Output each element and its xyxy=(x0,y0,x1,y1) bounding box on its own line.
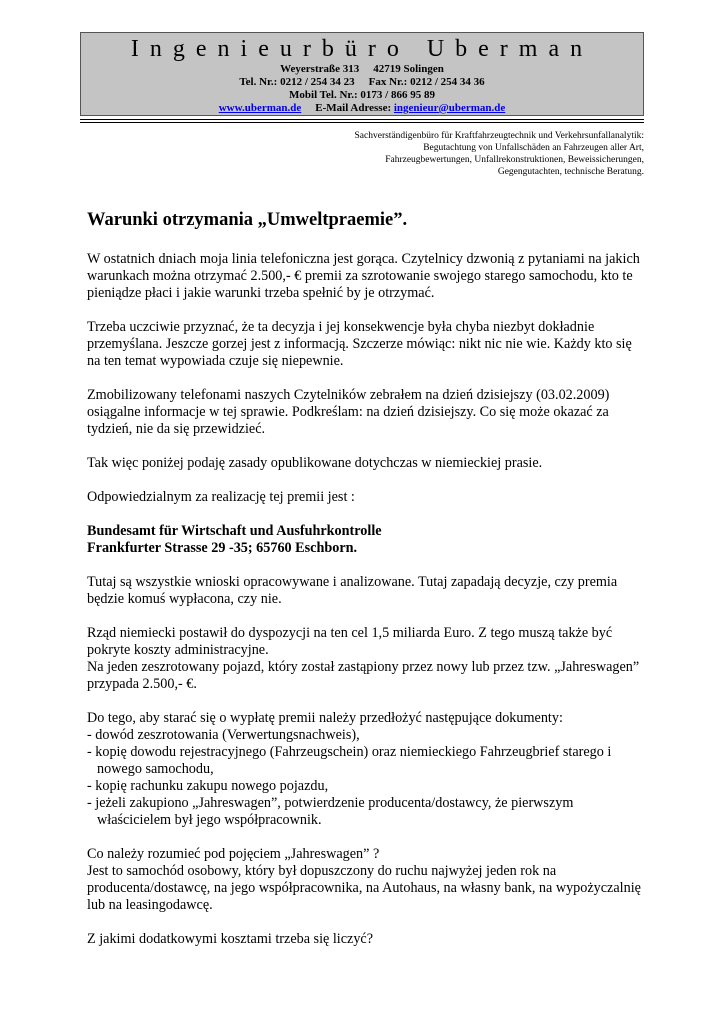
paragraph: Trzeba uczciwie przyznać, że ta decyzja i jej konsekwencje była chyba niezbyt dokładnie przemyślana. Jeszcze gorzej jest z informacją. Szczerze mówiąc: nikt nic nie wie. Każdy kto się na ten temat wypowiada czuje się niepewnie. xyxy=(87,319,632,369)
website-link[interactable]: www.uberman.de xyxy=(218,102,302,114)
tagline-line: Begutachtung von Unfallschäden an Fahrzeugen aller Art, xyxy=(423,143,644,153)
list-item: - jeżeli zakupiono „Jahreswagen”, potwierdzenie producenta/dostawcy, że pierwszym właścicielem był jego współpracownik. xyxy=(87,795,574,828)
paragraph-block xyxy=(87,625,647,693)
article-body xyxy=(87,209,647,965)
email-link[interactable]: ingenieur@uberman.de xyxy=(393,102,506,114)
documents-intro: Do tego, aby starać się o wypłatę premii należy przedłożyć następujące dokumenty: xyxy=(87,710,563,726)
list-item: - dowód zeszrotowania (Verwertungsnachweis), xyxy=(87,727,360,743)
tagline-line: Gegengutachten, technische Beratung. xyxy=(497,167,644,177)
paragraph: Tutaj są wszystkie wnioski opracowywane i analizowane. Tutaj zapadają decyzje, czy premia będzie komuś wypłacona, czy nie. xyxy=(87,574,618,607)
street: Weyerstraße 313 xyxy=(280,63,360,75)
article-title: Warunki otrzymania „Umweltpraemie”. xyxy=(87,210,408,230)
agency-address: Frankfurter Strasse 29 -35; 65760 Eschborn. xyxy=(87,540,358,556)
question-block xyxy=(87,846,647,914)
email-label: E-Mail Adresse: xyxy=(315,102,392,114)
list-item: - kopię dowodu rejestracyjnego (Fahrzeugschein) oraz niemieckiego Fahrzeugbrief starego i nowego samochodu, xyxy=(87,744,612,777)
city: 42719 Solingen xyxy=(373,63,444,75)
fax-number: Fax Nr.: 0212 / 254 34 36 xyxy=(368,76,485,88)
tagline-line: Sachverständigenbüro für Kraftfahrzeugtechnik und Verkehrsunfallanalytik: xyxy=(354,131,644,141)
question: Co należy rozumieć pod pojęciem „Jahreswagen” ? xyxy=(87,846,380,862)
address-line xyxy=(81,63,643,76)
documents-list xyxy=(87,710,647,829)
tagline xyxy=(244,130,644,178)
letterhead xyxy=(80,32,644,116)
tagline-line: Fahrzeugbewertungen, Unfallrekonstruktionen, Beweissicherungen, xyxy=(385,155,644,165)
paragraph: Na jeden zeszrotowany pojazd, który został zastąpiony przez nowy lub przez tzw. „Jahreswagen” przypada 2.500,- €. xyxy=(87,659,640,692)
list-item: - kopię rachunku zakupu nowego pojazdu, xyxy=(87,778,329,794)
answer: Jest to samochód osobowy, który był dopuszczony do ruchu najwyżej jeden rok na producenta/dostawcę, na jego współpracownika, na Autohaus, na własny bank, na wypożyczalnię lub na leasingodawcę. xyxy=(87,863,641,913)
contact-line xyxy=(81,102,643,115)
header-divider xyxy=(80,119,644,120)
paragraph: Zmobilizowany telefonami naszych Czytelników zebrałem na dzień dzisiejszy (03.02.2009) osiągalne informacje w tej sprawie. Podkreślam: na dzień dzisiejszy. Co się może okazać za tydzień, nie da się przewidzieć. xyxy=(87,387,610,437)
tel-number: Tel. Nr.: 0212 / 254 34 23 xyxy=(239,76,355,88)
question: Z jakimi dodatkowymi kosztami trzeba się liczyć? xyxy=(87,931,374,947)
mobile-number: Mobil Tel. Nr.: 0173 / 866 95 89 xyxy=(289,89,435,101)
agency-block xyxy=(87,523,647,557)
phone-line xyxy=(81,76,643,89)
paragraph: Tak więc poniżej podaję zasady opublikowane dotychczas w niemieckiej prasie. xyxy=(87,455,543,471)
agency-name: Bundesamt für Wirtschaft und Ausfuhrkontrolle xyxy=(87,523,382,539)
paragraph: Odpowiedzialnym za realizację tej premii jest : xyxy=(87,489,355,505)
firm-name: Ingenieurbüro Uberman xyxy=(130,36,594,62)
paragraph: W ostatnich dniach moja linia telefoniczna jest gorąca. Czytelnicy dzwonią z pytaniami na jakich warunkach można otrzymać 2.500,- € premii za szrotowanie swojego starego samochodu, kto te pieniądze płaci i jakie warunki trzeba spełnić by je otrzymać. xyxy=(87,251,640,301)
paragraph: Rząd niemiecki postawił do dyspozycji na ten cel 1,5 miliarda Euro. Z tego muszą także być pokryte koszty administracyjne. xyxy=(87,625,613,658)
header-divider-thin xyxy=(80,122,644,123)
